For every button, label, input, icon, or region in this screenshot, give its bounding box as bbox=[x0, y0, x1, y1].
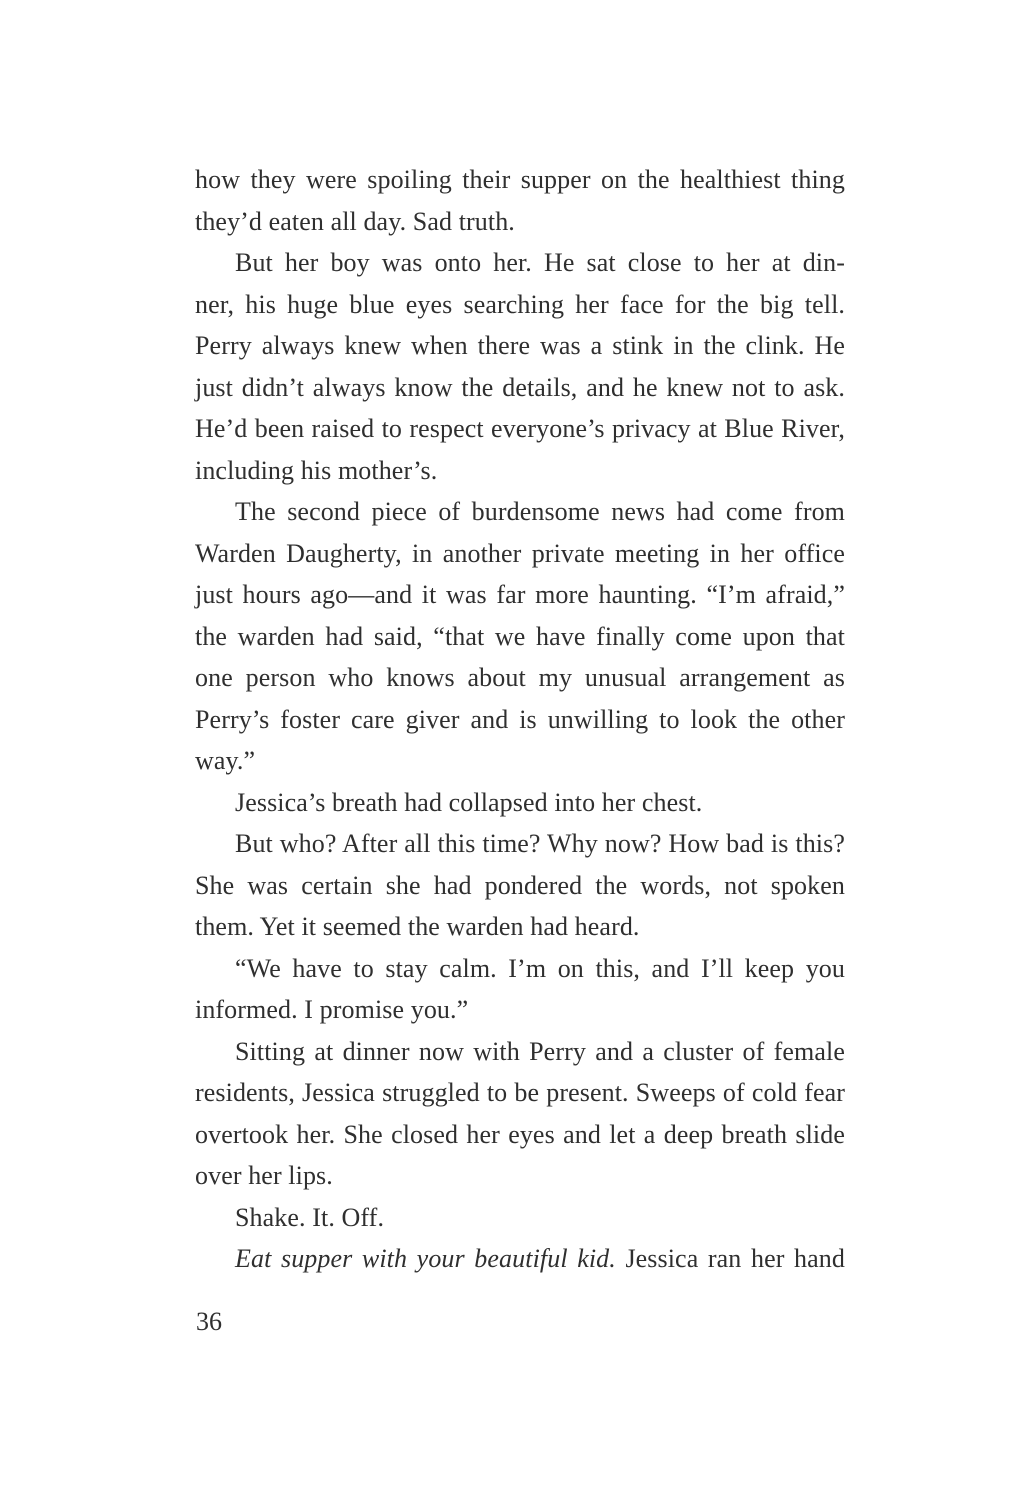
page-text bbox=[195, 159, 845, 1280]
paragraph bbox=[195, 823, 845, 948]
italic-text: Eat supper with your beautiful kid. bbox=[235, 1244, 616, 1273]
text-line: Shake. It. Off. bbox=[235, 1202, 385, 1232]
text-line: way.” bbox=[195, 746, 256, 775]
text-line: Warden Daugherty, in another private meeting in her office bbox=[195, 538, 845, 568]
text-line: But who? After all this time? Why now? How bad is this? bbox=[235, 829, 845, 858]
text-line: Perry’s foster care giver and is unwilling to look the other bbox=[195, 704, 845, 734]
text-line: Sitting at dinner now with Perry and a cluster of female bbox=[235, 1036, 845, 1066]
text-line: ner, his huge blue eyes searching her face for the big tell. bbox=[195, 289, 845, 319]
text-line: Jessica’s breath had collapsed into her chest. bbox=[235, 787, 703, 817]
paragraph bbox=[195, 948, 845, 1031]
page-number: 36 bbox=[196, 1307, 222, 1336]
text-line: residents, Jessica struggled to be present. Sweeps of cold fear bbox=[195, 1078, 845, 1107]
text-line: them. Yet it seemed the warden had heard. bbox=[195, 912, 640, 941]
paragraph bbox=[195, 1238, 845, 1280]
text-line: But her boy was onto her. He sat close to her at din- bbox=[235, 248, 845, 277]
text-line bbox=[195, 1238, 845, 1280]
text-line: The second piece of burdensome news had come from bbox=[235, 497, 845, 526]
text-line: just hours ago—and it was far more haunting. “I’m afraid,” bbox=[195, 580, 845, 609]
text-line: “We have to stay calm. I’m on this, and I’ll keep you bbox=[235, 953, 845, 983]
paragraph bbox=[195, 159, 845, 242]
text-line: they’d eaten all day. Sad truth. bbox=[195, 206, 515, 236]
text-line: how they were spoiling their supper on the healthiest thing bbox=[195, 165, 845, 194]
paragraph bbox=[195, 491, 845, 782]
paragraph bbox=[195, 1197, 845, 1239]
paragraph bbox=[195, 242, 845, 491]
paragraph bbox=[195, 1031, 845, 1197]
text-line: over her lips. bbox=[195, 1161, 333, 1190]
text-line: the warden had said, “that we have finally come upon that bbox=[195, 621, 845, 651]
text-line: one person who knows about my unusual arrangement as bbox=[195, 663, 845, 692]
regular-text: Jessica ran her hand bbox=[615, 1244, 845, 1273]
paragraph bbox=[195, 782, 845, 824]
text-line: overtook her. She closed her eyes and let a deep breath slide bbox=[195, 1119, 845, 1149]
text-line: Perry always knew when there was a stink in the clink. He bbox=[195, 331, 845, 360]
text-line: He’d been raised to respect everyone’s privacy at Blue River, bbox=[195, 414, 845, 443]
text-line: informed. I promise you.” bbox=[195, 995, 469, 1024]
text-line: just didn’t always know the details, and he knew not to ask. bbox=[195, 372, 845, 402]
text-line: She was certain she had pondered the words, not spoken bbox=[195, 870, 845, 900]
text-line: including his mother’s. bbox=[195, 455, 438, 485]
